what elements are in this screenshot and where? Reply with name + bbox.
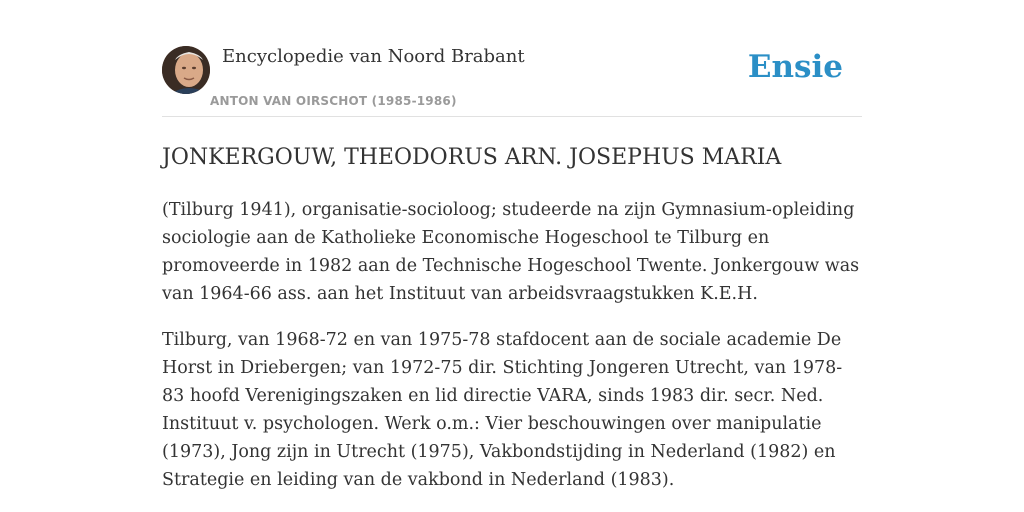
author-name[interactable]: ANTON VAN OIRSCHOT (1985-1986) xyxy=(210,94,457,108)
site-name[interactable]: Encyclopedie van Noord Brabant xyxy=(222,46,525,67)
article-paragraph-2: Tilburg, van 1968-72 en van 1975-78 stafdocent aan de sociale academie De Horst in Driebergen; van 1972-75 dir. Stichting Jongeren Utrecht, van 1978-83 hoofd Verenigingszaken en lid directie VARA, sinds 1983 dir. secr. Ned. Instituut v. psychologen. Werk o.m.: Vier beschouwingen over manipulatie (1973), Jong zijn in Utrecht (1975), Vakbondstijding in Nederland (1982) en Strategie en leiding van de vakbond in Nederland (1983). xyxy=(162,330,843,490)
article-paragraph-1: (Tilburg 1941), organisatie-socioloog; studeerde na zijn Gymnasium-opleiding sociologie aan de Katholieke Economische Hogeschool te Tilburg en promoveerde in 1982 aan de Technische Hogeschool Twente. Jonkergouw was van 1964-66 ass. aan het Instituut van arbeidsvraagstukken K.E.H. xyxy=(162,200,860,304)
page xyxy=(162,0,862,494)
brand-logo[interactable]: Ensie xyxy=(747,49,843,85)
author-avatar[interactable] xyxy=(162,46,210,94)
portrait-icon xyxy=(162,46,210,94)
header xyxy=(162,0,862,117)
article-title: JONKERGOUW, THEODORUS ARN. JOSEPHUS MARIA xyxy=(162,145,782,170)
